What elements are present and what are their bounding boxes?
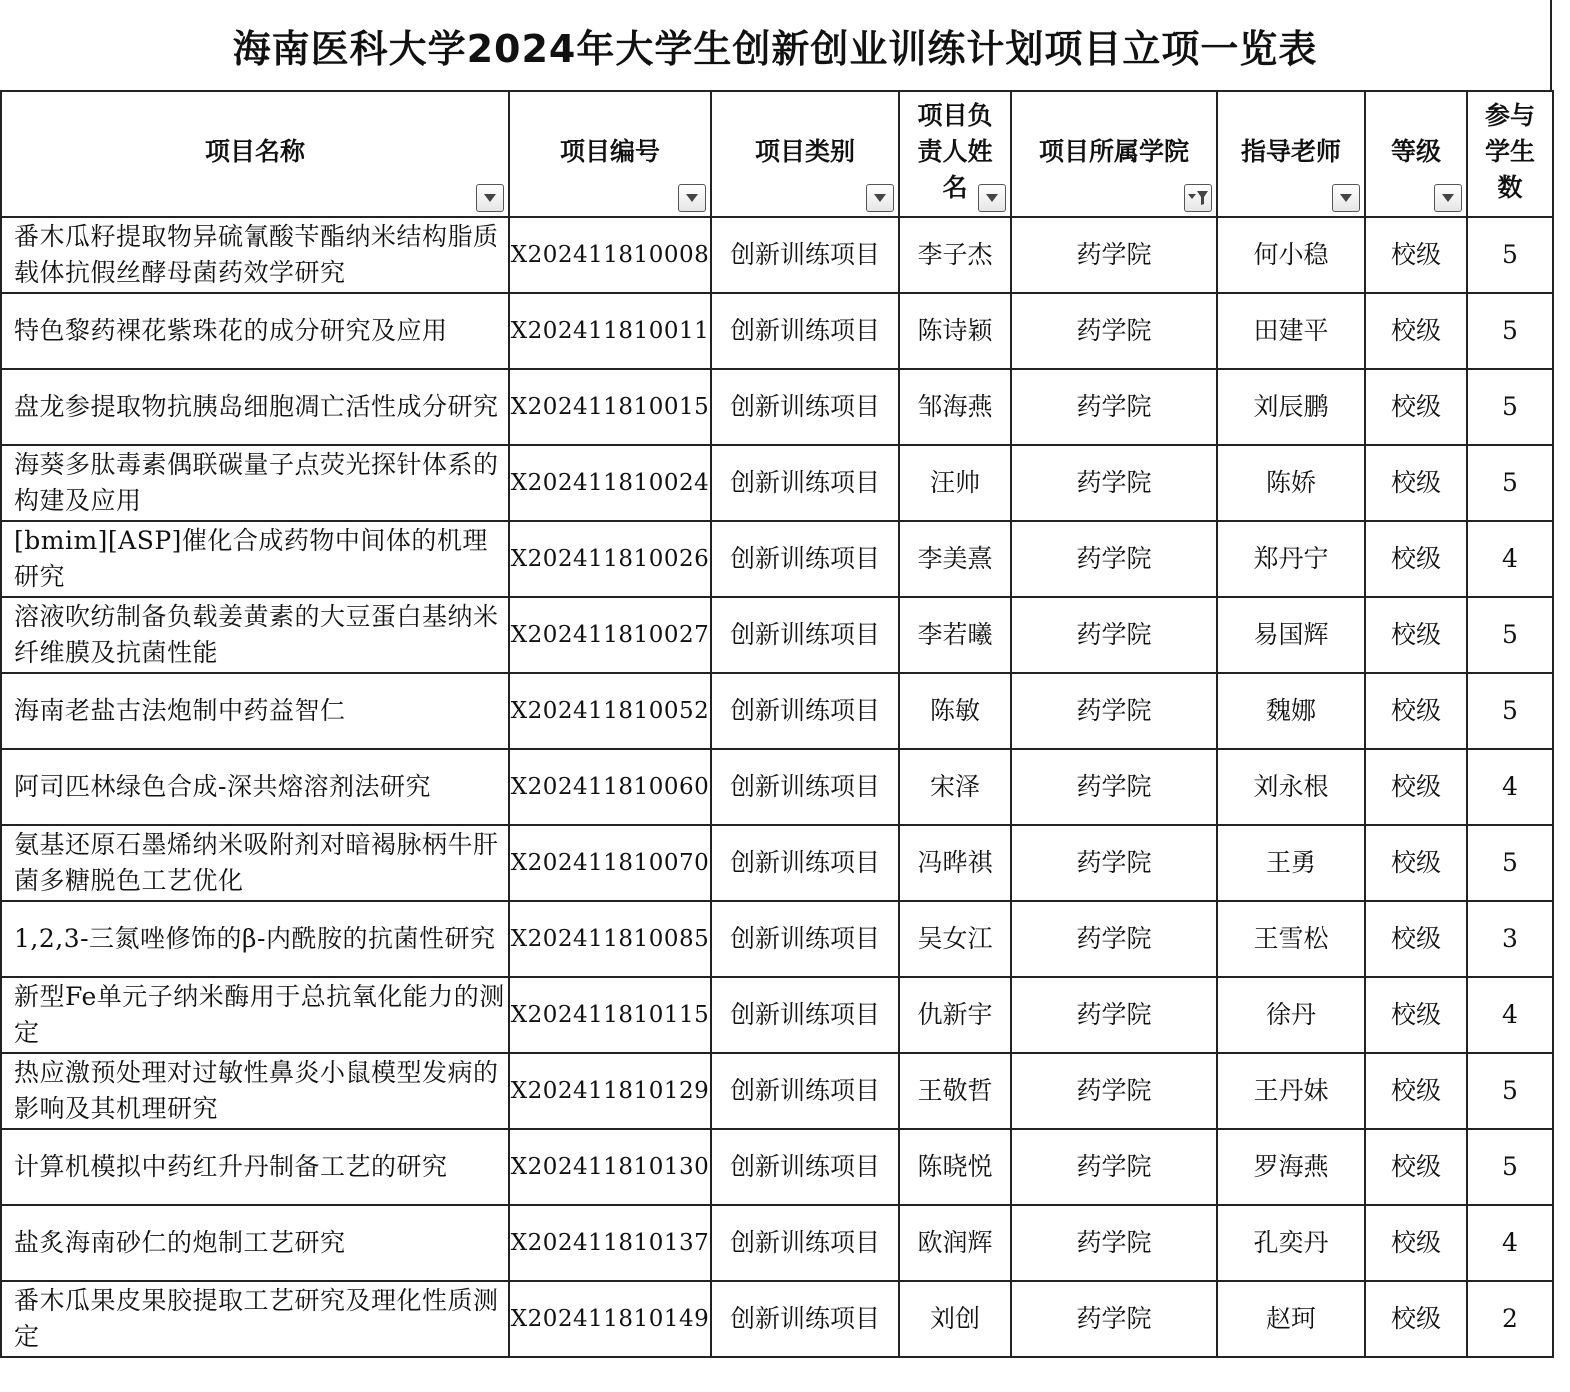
- project-leader-cell[interactable]: 陈晓悦: [899, 1129, 1011, 1205]
- student-count-cell[interactable]: 5: [1467, 217, 1553, 293]
- project-code-cell[interactable]: X202411810060: [509, 749, 711, 825]
- level-cell[interactable]: 校级: [1365, 445, 1467, 521]
- project-name-cell[interactable]: 番木瓜果皮果胶提取工艺研究及理化性质测定: [1, 1281, 509, 1357]
- column-header-project-college: [1011, 91, 1217, 217]
- student-count-cell[interactable]: 5: [1467, 369, 1553, 445]
- project-category-cell[interactable]: 创新训练项目: [711, 521, 899, 597]
- table-row: [1, 217, 1553, 293]
- table-row: [1, 1129, 1553, 1205]
- level-cell[interactable]: 校级: [1365, 369, 1467, 445]
- table-row: [1, 521, 1553, 597]
- project-name-cell[interactable]: 计算机模拟中药红升丹制备工艺的研究: [1, 1129, 509, 1205]
- project-college-cell[interactable]: 药学院: [1011, 293, 1217, 369]
- student-count-cell[interactable]: 5: [1467, 293, 1553, 369]
- student-count-cell[interactable]: 5: [1467, 445, 1553, 521]
- project-college-cell[interactable]: 药学院: [1011, 217, 1217, 293]
- project-code-cell[interactable]: X202411810137: [509, 1205, 711, 1281]
- table-row: [1, 445, 1553, 521]
- project-college-cell[interactable]: 药学院: [1011, 825, 1217, 901]
- project-name-cell[interactable]: 盐炙海南砂仁的炮制工艺研究: [1, 1205, 509, 1281]
- column-header-project-leader: [899, 91, 1011, 217]
- project-name-cell[interactable]: 海南老盐古法炮制中药益智仁: [1, 673, 509, 749]
- project-leader-cell[interactable]: 邹海燕: [899, 369, 1011, 445]
- table-body: [1, 217, 1553, 1357]
- advisor-cell[interactable]: 魏娜: [1217, 673, 1365, 749]
- chevron-down-icon: [873, 193, 887, 203]
- chevron-down-icon: [985, 193, 999, 203]
- project-college-cell[interactable]: 药学院: [1011, 597, 1217, 673]
- project-college-cell[interactable]: 药学院: [1011, 901, 1217, 977]
- column-header-level: [1365, 91, 1467, 217]
- level-cell[interactable]: 校级: [1365, 1129, 1467, 1205]
- project-name-cell[interactable]: 特色黎药裸花紫珠花的成分研究及应用: [1, 293, 509, 369]
- project-leader-cell[interactable]: 吴女江: [899, 901, 1011, 977]
- project-code-cell[interactable]: X202411810130: [509, 1129, 711, 1205]
- project-name-cell[interactable]: 盘龙参提取物抗胰岛细胞凋亡活性成分研究: [1, 369, 509, 445]
- level-cell[interactable]: 校级: [1365, 673, 1467, 749]
- column-header-label: 项目类别: [754, 137, 855, 166]
- advisor-cell[interactable]: 易国辉: [1217, 597, 1365, 673]
- student-count-cell[interactable]: 4: [1467, 749, 1553, 825]
- project-leader-cell[interactable]: 刘创: [899, 1281, 1011, 1357]
- level-cell[interactable]: 校级: [1365, 1205, 1467, 1281]
- project-code-cell[interactable]: X202411810026: [509, 521, 711, 597]
- sheet-title-banner: [0, 0, 1552, 90]
- column-header-label: 等级: [1390, 137, 1441, 166]
- project-leader-cell[interactable]: 仇新宇: [899, 977, 1011, 1053]
- project-name-cell[interactable]: 氨基还原石墨烯纳米吸附剂对暗褐脉柄牛肝菌多糖脱色工艺优化: [1, 825, 509, 901]
- column-header-advisor: [1217, 91, 1365, 217]
- advisor-cell[interactable]: 王勇: [1217, 825, 1365, 901]
- project-name-cell[interactable]: 阿司匹林绿色合成-深共熔溶剂法研究: [1, 749, 509, 825]
- project-college-cell[interactable]: 药学院: [1011, 369, 1217, 445]
- student-count-cell[interactable]: 4: [1467, 1205, 1553, 1281]
- table-row: [1, 1205, 1553, 1281]
- column-header-label: 项目名称: [204, 137, 305, 166]
- level-cell[interactable]: 校级: [1365, 825, 1467, 901]
- level-cell[interactable]: 校级: [1365, 749, 1467, 825]
- column-header-label: 参与学生数: [1484, 101, 1535, 202]
- project-name-cell[interactable]: 热应激预处理对过敏性鼻炎小鼠模型发病的影响及其机理研究: [1, 1053, 509, 1129]
- filter-dropdown-button[interactable]: [1434, 184, 1462, 212]
- project-leader-cell[interactable]: 陈敏: [899, 673, 1011, 749]
- project-category-cell[interactable]: 创新训练项目: [711, 901, 899, 977]
- level-cell[interactable]: 校级: [1365, 1281, 1467, 1357]
- student-count-cell[interactable]: 5: [1467, 825, 1553, 901]
- filter-dropdown-button[interactable]: [978, 184, 1006, 212]
- project-code-cell[interactable]: X202411810129: [509, 1053, 711, 1129]
- sheet-title: 海南医科大学2024年大学生创新创业训练计划项目立项一览表: [232, 26, 1318, 71]
- table-row: [1, 1053, 1553, 1129]
- project-code-cell[interactable]: X202411810015: [509, 369, 711, 445]
- student-count-cell[interactable]: 3: [1467, 901, 1553, 977]
- project-college-cell[interactable]: 药学院: [1011, 1053, 1217, 1129]
- advisor-cell[interactable]: 郑丹宁: [1217, 521, 1365, 597]
- project-category-cell[interactable]: 创新训练项目: [711, 293, 899, 369]
- project-category-cell[interactable]: 创新训练项目: [711, 977, 899, 1053]
- project-leader-cell[interactable]: 汪帅: [899, 445, 1011, 521]
- project-college-cell[interactable]: 药学院: [1011, 977, 1217, 1053]
- project-college-cell[interactable]: 药学院: [1011, 1281, 1217, 1357]
- table-row: [1, 901, 1553, 977]
- project-name-cell[interactable]: 海葵多肽毒素偶联碳量子点荧光探针体系的构建及应用: [1, 445, 509, 521]
- column-header-project-name: [1, 91, 509, 217]
- column-header-project-code: [509, 91, 711, 217]
- column-header-label: 项目负责人姓名: [917, 101, 993, 202]
- table-row: [1, 673, 1553, 749]
- student-count-cell[interactable]: 5: [1467, 1129, 1553, 1205]
- project-category-cell[interactable]: 创新训练项目: [711, 1281, 899, 1357]
- project-code-cell[interactable]: X202411810070: [509, 825, 711, 901]
- project-code-cell[interactable]: X202411810052: [509, 673, 711, 749]
- level-cell[interactable]: 校级: [1365, 901, 1467, 977]
- project-leader-cell[interactable]: 陈诗颖: [899, 293, 1011, 369]
- advisor-cell[interactable]: 刘辰鹏: [1217, 369, 1365, 445]
- table-row: [1, 293, 1553, 369]
- project-college-cell[interactable]: 药学院: [1011, 749, 1217, 825]
- filter-dropdown-button[interactable]: [678, 184, 706, 212]
- filter-dropdown-button[interactable]: [1332, 184, 1360, 212]
- project-code-cell[interactable]: X202411810011: [509, 293, 711, 369]
- advisor-cell[interactable]: 赵珂: [1217, 1281, 1365, 1357]
- project-college-cell[interactable]: 药学院: [1011, 521, 1217, 597]
- project-category-cell[interactable]: 创新训练项目: [711, 1205, 899, 1281]
- project-leader-cell[interactable]: 冯晔祺: [899, 825, 1011, 901]
- table-row: [1, 977, 1553, 1053]
- level-cell[interactable]: 校级: [1365, 977, 1467, 1053]
- filter-dropdown-button[interactable]: [1184, 184, 1212, 212]
- filter-dropdown-button[interactable]: [476, 184, 504, 212]
- student-count-cell[interactable]: 5: [1467, 597, 1553, 673]
- project-code-cell[interactable]: X202411810008: [509, 217, 711, 293]
- student-count-cell[interactable]: 4: [1467, 521, 1553, 597]
- table-row: [1, 369, 1553, 445]
- table-row: [1, 749, 1553, 825]
- project-leader-cell[interactable]: 欧润辉: [899, 1205, 1011, 1281]
- column-header-label: 指导老师: [1240, 137, 1341, 166]
- level-cell[interactable]: 校级: [1365, 293, 1467, 369]
- project-code-cell[interactable]: X202411810027: [509, 597, 711, 673]
- chevron-down-icon: [1441, 193, 1455, 203]
- student-count-cell[interactable]: 4: [1467, 977, 1553, 1053]
- project-category-cell[interactable]: 创新训练项目: [711, 749, 899, 825]
- student-count-cell[interactable]: 5: [1467, 1053, 1553, 1129]
- project-leader-cell[interactable]: 王敬哲: [899, 1053, 1011, 1129]
- project-college-cell[interactable]: 药学院: [1011, 1205, 1217, 1281]
- student-count-cell[interactable]: 2: [1467, 1281, 1553, 1357]
- spreadsheet-table: [0, 90, 1554, 1358]
- advisor-cell[interactable]: 孔奕丹: [1217, 1205, 1365, 1281]
- project-leader-cell[interactable]: 李子杰: [899, 217, 1011, 293]
- table-row: [1, 1281, 1553, 1357]
- advisor-cell[interactable]: 王雪松: [1217, 901, 1365, 977]
- project-code-cell[interactable]: X202411810115: [509, 977, 711, 1053]
- advisor-cell[interactable]: 徐丹: [1217, 977, 1365, 1053]
- level-cell[interactable]: 校级: [1365, 1053, 1467, 1129]
- project-category-cell[interactable]: 创新训练项目: [711, 445, 899, 521]
- project-leader-cell[interactable]: 李美熹: [899, 521, 1011, 597]
- project-name-cell[interactable]: 新型Fe单元子纳米酶用于总抗氧化能力的测定: [1, 977, 509, 1053]
- student-count-cell[interactable]: 5: [1467, 673, 1553, 749]
- header-row: [1, 91, 1553, 217]
- project-category-cell[interactable]: 创新训练项目: [711, 369, 899, 445]
- project-leader-cell[interactable]: 李若曦: [899, 597, 1011, 673]
- advisor-cell[interactable]: 陈娇: [1217, 445, 1365, 521]
- project-college-cell[interactable]: 药学院: [1011, 1129, 1217, 1205]
- filter-dropdown-button[interactable]: [866, 184, 894, 212]
- project-name-cell[interactable]: 溶液吹纺制备负载姜黄素的大豆蛋白基纳米纤维膜及抗菌性能: [1, 597, 509, 673]
- column-header-label: 项目编号: [559, 137, 660, 166]
- project-category-cell[interactable]: 创新训练项目: [711, 1129, 899, 1205]
- level-cell[interactable]: 校级: [1365, 217, 1467, 293]
- advisor-cell[interactable]: 何小稳: [1217, 217, 1365, 293]
- project-college-cell[interactable]: 药学院: [1011, 445, 1217, 521]
- advisor-cell[interactable]: 刘永根: [1217, 749, 1365, 825]
- project-category-cell[interactable]: 创新训练项目: [711, 597, 899, 673]
- project-code-cell[interactable]: X202411810024: [509, 445, 711, 521]
- column-header-project-category: [711, 91, 899, 217]
- project-code-cell[interactable]: X202411810149: [509, 1281, 711, 1357]
- project-name-cell[interactable]: [bmim][ASP]催化合成药物中间体的机理研究: [1, 521, 509, 597]
- chevron-down-icon: [1339, 193, 1353, 203]
- table-row: [1, 825, 1553, 901]
- chevron-down-icon: [483, 193, 497, 203]
- advisor-cell[interactable]: 罗海燕: [1217, 1129, 1365, 1205]
- project-code-cell[interactable]: X202411810085: [509, 901, 711, 977]
- advisor-cell[interactable]: 王丹妹: [1217, 1053, 1365, 1129]
- level-cell[interactable]: 校级: [1365, 597, 1467, 673]
- project-category-cell[interactable]: 创新训练项目: [711, 825, 899, 901]
- funnel-filter-icon: [1187, 190, 1209, 206]
- column-header-label: 项目所属学院: [1038, 137, 1189, 166]
- advisor-cell[interactable]: 田建平: [1217, 293, 1365, 369]
- project-name-cell[interactable]: 1,2,3-三氮唑修饰的β-内酰胺的抗菌性研究: [1, 901, 509, 977]
- level-cell[interactable]: 校级: [1365, 521, 1467, 597]
- project-leader-cell[interactable]: 宋泽: [899, 749, 1011, 825]
- project-category-cell[interactable]: 创新训练项目: [711, 673, 899, 749]
- column-header-student-count: [1467, 91, 1553, 217]
- project-category-cell[interactable]: 创新训练项目: [711, 1053, 899, 1129]
- table-row: [1, 597, 1553, 673]
- project-name-cell[interactable]: 番木瓜籽提取物异硫氰酸苄酯纳米结构脂质载体抗假丝酵母菌药效学研究: [1, 217, 509, 293]
- chevron-down-icon: [685, 193, 699, 203]
- project-category-cell[interactable]: 创新训练项目: [711, 217, 899, 293]
- project-college-cell[interactable]: 药学院: [1011, 673, 1217, 749]
